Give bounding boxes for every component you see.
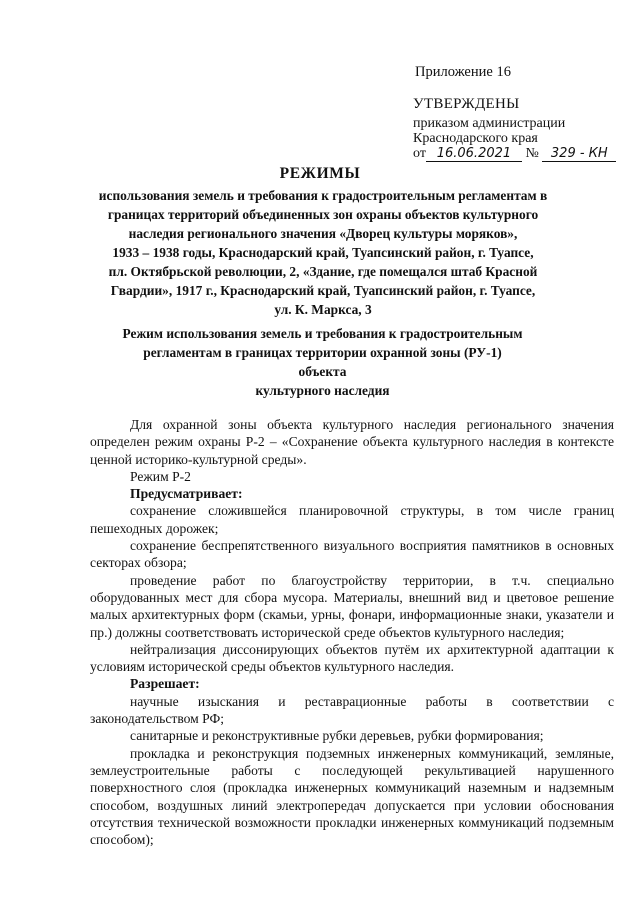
title-line: границах территорий объединенных зон охраны объектов культурного (107, 207, 539, 222)
document-title: РЕЖИМЫ (279, 165, 361, 182)
list-item: сохранение беспрепятственного визуального восприятия памятников в основных секторах обзора; (90, 538, 614, 571)
title-description (88, 186, 558, 319)
section-heading-line: культурного наследия (255, 383, 390, 398)
list-item: нейтрализация диссонирующих объектов путём их архитектурной адаптации к условиям исторической среды объектов культурного наследия. (90, 641, 614, 675)
list-item: научные изыскания и реставрационные работы в соответствии с законодательством РФ; (90, 693, 614, 727)
appendix-label: Приложение 16 (415, 64, 511, 80)
title-line: наследия регионального значения «Дворец культуры моряков», (128, 226, 518, 241)
title-line: 1933 – 1938 годы, Краснодарский край, Туапсинский район, г. Туапсе, (112, 245, 534, 260)
list-item: санитарные и реконструктивные рубки деревьев, рубки формирования; (130, 728, 544, 744)
order-line (413, 146, 616, 162)
section-heading-line: Режим использования земель и требования к градостроительным (122, 326, 523, 341)
approved-by-line-1: приказом администрации (413, 116, 566, 131)
title-line: пл. Октябрьской революции, 2, «Здание, где помещался штаб Красной (108, 264, 538, 279)
allows-heading: Разрешает: (130, 676, 200, 692)
approved-by-line-2: Краснодарского края (413, 131, 538, 146)
list-item: сохранение сложившейся планировочной структуры, в том числе границ пешеходных дорожек; (90, 503, 614, 536)
list-item: прокладка и реконструкция подземных инженерных коммуникаций, земляные, землеустроительные работы с последующей рекультивацией нарушенного поверхностного слоя (прокладка инженерных коммуникаций наземным и надземным способом, воздушных линий электропередач допускается при условии обоснования отсутствия технической возможности прокладки инженерных коммуникаций подземным способом); (90, 745, 614, 848)
section-heading (120, 324, 525, 400)
order-number-handwritten: 329 - КН (542, 147, 616, 162)
approved-label: УТВЕРЖДЕНЫ (413, 96, 520, 112)
list-item: проведение работ по благоустройству территории, в т.ч. специально оборудованных мест для сбора мусора. Материалы, внешний вид и цветовое решение малых архитектурных форм (скамьи, урны, фонари, информационные знаки, указатели и пр.) должны соответствовать исторической среде объектов культурного наследия; (90, 572, 614, 640)
document-body (90, 416, 614, 848)
order-prefix: от (413, 146, 426, 161)
intro-paragraph: Для охранной зоны объекта культурного наследия регионального значения определен режим охраны Р-2 – «Сохранение объекта культурного наследия в контексте ценной историко-культурной среды». (90, 417, 614, 467)
title-line: ул. К. Маркса, 3 (274, 302, 372, 317)
regime-label: Режим Р-2 (130, 468, 191, 484)
title-line: Гвардии», 1917 г., Краснодарский край, Туапсинский район, г. Туапсе, (110, 283, 536, 298)
title-line: использования земель и требования к градостроительным регламентам в (98, 188, 548, 203)
provides-heading: Предусматривает: (130, 486, 243, 502)
order-date-handwritten: 16.06.2021 (426, 147, 522, 162)
order-number-label: № (525, 146, 539, 161)
section-heading-line: регламентам в границах территории охранной зоны (РУ-1) объекта (143, 345, 502, 379)
